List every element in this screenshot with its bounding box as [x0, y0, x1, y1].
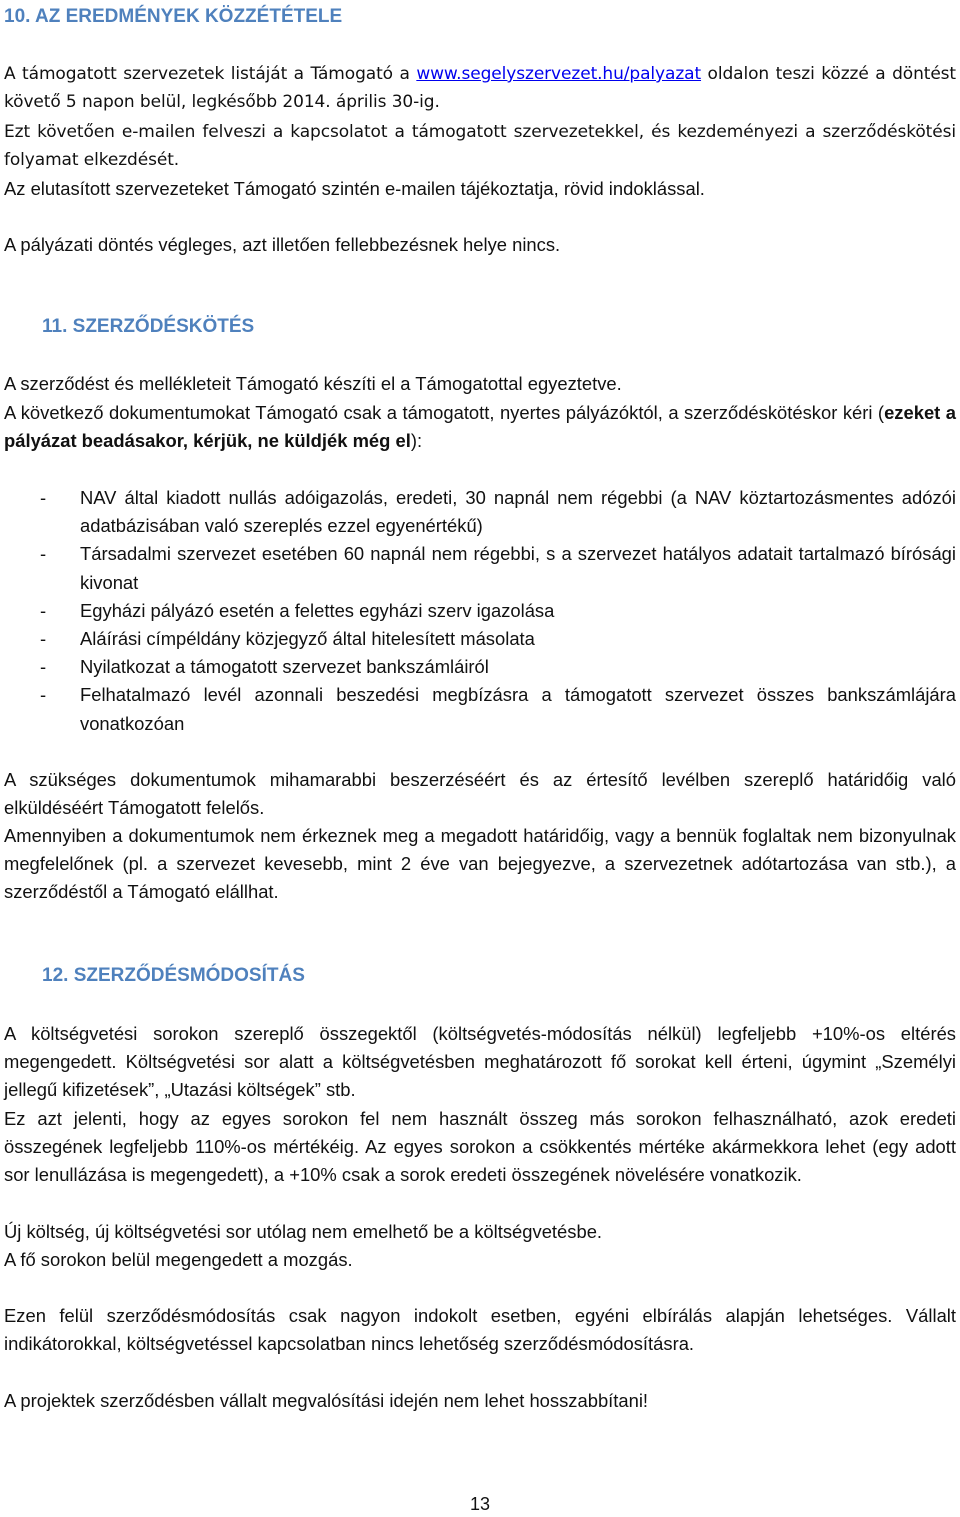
paragraph-text: A támogatott szervezetek listáját a Támogató a	[4, 64, 417, 84]
list-item-text: Társadalmi szervezet esetében 60 napnál nem régebbi, s a szervezet hatályos adatait tartalmazó bírósági kivonat	[80, 543, 956, 593]
section-11-paragraph-4: Amennyiben a dokumentumok nem érkeznek meg a megadott határidőig, vagy a bennük foglaltak nem bizonyulnak megfelelőnek (pl. a szervezet kevesebb, mint 2 éve van bejegyezve, a szervezetnek adótartozása van stb.), a szerződéstől a Támogató elállhat.	[4, 825, 956, 903]
list-item-text: Felhatalmazó levél azonnali beszedési megbízásra a támogatott szervezet összes bankszámlájára vonatkozóan	[80, 684, 956, 734]
section-12-paragraph-5: Ezen felül szerződésmódosítás csak nagyon indokolt esetben, egyéni elbírálás alapján lehetséges. Vállalt indikátorokkal, költségvetéssel kapcsolatban nincs lehetőség szerződésmódosításra.	[4, 1305, 956, 1355]
list-item-text: Egyházi pályázó esetén a felettes egyházi szerv igazolása	[80, 599, 555, 621]
dash-bullet: -	[40, 628, 47, 650]
section-12-paragraph-3: Új költség, új költségvetési sor utólag nem emelhető be a költségvetésbe.	[4, 1221, 603, 1242]
segelyszervezet-link[interactable]: www.segelyszervezet.hu/palyazat	[416, 64, 702, 84]
section-10-paragraph-1	[4, 60, 956, 116]
section-11-paragraph-2	[4, 399, 956, 455]
list-item	[4, 540, 956, 596]
dash-bullet: -	[40, 684, 47, 706]
list-item	[4, 681, 956, 737]
paragraph-text: oldalon teszi közzé a döntést követő 5 napon belül, legkésőbb 2014. április 30-ig.	[4, 64, 956, 113]
list-item	[4, 653, 956, 681]
section-11-heading: 11. SZERZŐDÉSKÖTÉS	[42, 316, 255, 337]
list-item	[4, 625, 956, 653]
section-12-paragraph-1: A költségvetési sorokon szereplő összegektől (költségvetés-módosítás nélkül) legfeljebb +10%-os eltérés megengedett. Költségvetési sor alatt a költségvetésben meghatározott fő sorokat kell érteni, úgymint „Személyi jellegű kifizetések”, „Utazási költségek” stb.	[4, 1023, 956, 1101]
page-number: 13	[469, 1494, 491, 1514]
emphasis-text: ezeket a pályázat beadásakor, kérjük, ne küldjék még el	[4, 402, 956, 452]
section-10-paragraph-3: Az elutasított szervezeteket Támogató szintén e-mailen tájékoztatja, rövid indoklással.	[4, 178, 705, 199]
section-10-heading: 10. AZ EREDMÉNYEK KÖZZÉTÉTELE	[4, 6, 343, 27]
section-11-paragraph-3: A szükséges dokumentumok mihamarabbi beszerzéséért és az értesítő levélben szereplő határidőig való elküldéséért Támogatott felelős.	[4, 769, 956, 819]
section-12-paragraph-6: A projektek szerződésben vállalt megvalósítási idején nem lehet hosszabbítani!	[4, 1390, 649, 1411]
list-item-text: Nyilatkozat a támogatott szervezet bankszámláiról	[80, 656, 489, 678]
paragraph-text: ):	[410, 430, 423, 452]
dash-bullet: -	[40, 656, 47, 678]
list-item	[4, 484, 956, 540]
list-item	[4, 597, 956, 625]
dash-bullet: -	[40, 599, 47, 621]
list-item-text: NAV által kiadott nullás adóigazolás, eredeti, 30 napnál nem régebbi (a NAV köztartozásmentes adózói adatbázisában való szereplés ezzel egyenértékű)	[80, 487, 956, 537]
section-10-paragraph-4: A pályázati döntés végleges, azt illetően fellebbezésnek helye nincs.	[4, 234, 561, 255]
section-11-paragraph-1: A szerződést és mellékleteit Támogató készíti el a Támogatottal egyeztetve.	[4, 373, 622, 394]
section-12-paragraph-2: Ez azt jelenti, hogy az egyes sorokon fel nem használt összeg más sorokon felhasználható, azok eredeti összegének legfeljebb 110%-os mértékéig. Az egyes sorokon a csökkentés mértéke akármekkora lehet (egy adott sor lenullázása is megengedett), a +10% csak a sorok eredeti összegének növelésére vonatkozik.	[4, 1108, 956, 1186]
required-documents-list	[4, 484, 956, 738]
section-10-paragraph-2: Ezt követően e-mailen felveszi a kapcsolatot a támogatott szervezetekkel, és kezdeményezi a szerződéskötési folyamat elkezdését.	[4, 122, 956, 171]
paragraph-text: A következő dokumentumokat Támogató csak a támogatott, nyertes pályázóktól, a szerződéskötéskor kéri (	[4, 402, 885, 423]
section-12-heading: 12. SZERZŐDÉSMÓDOSÍTÁS	[42, 965, 305, 986]
dash-bullet: -	[40, 543, 47, 565]
dash-bullet: -	[40, 487, 47, 508]
section-12-paragraph-4: A fő sorokon belül megengedett a mozgás.	[4, 1249, 353, 1270]
list-item-text: Aláírási címpéldány közjegyző által hitelesített másolata	[80, 628, 535, 650]
